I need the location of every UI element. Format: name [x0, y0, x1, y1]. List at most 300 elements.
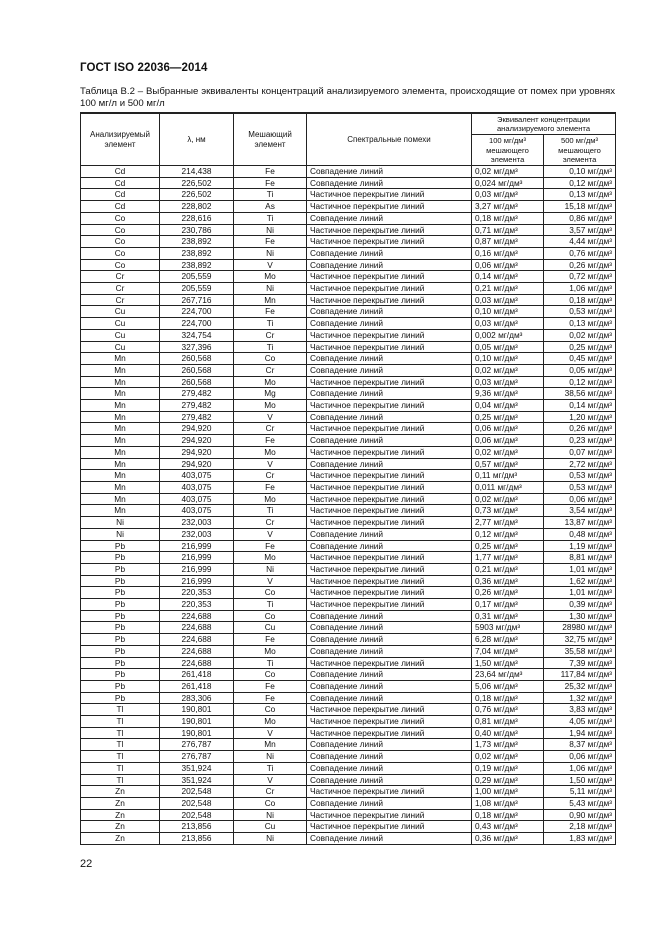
cell-wavelength: 224,688 [160, 622, 234, 634]
cell-element: Cr [81, 283, 160, 295]
cell-wavelength: 267,716 [160, 294, 234, 306]
cell-interference-type: Частичное перекрытие линий [307, 809, 472, 821]
cell-interference-type: Совпадение линий [307, 751, 472, 763]
cell-element: Tl [81, 704, 160, 716]
cell-interfering-element: Mo [234, 446, 307, 458]
cell-interfering-element: V [234, 774, 307, 786]
cell-wavelength: 279,482 [160, 388, 234, 400]
cell-wavelength: 403,075 [160, 470, 234, 482]
table-row [81, 821, 616, 833]
table-row [81, 435, 616, 447]
cell-interfering-element: Fe [234, 166, 307, 178]
cell-interfering-element: V [234, 528, 307, 540]
cell-interfering-element: Ti [234, 599, 307, 611]
cell-wavelength: 260,568 [160, 376, 234, 388]
cell-element: Pb [81, 645, 160, 657]
cell-element: Mn [81, 400, 160, 412]
table-container [80, 112, 615, 845]
cell-interference-type: Совпадение линий [307, 739, 472, 751]
cell-wavelength: 190,801 [160, 704, 234, 716]
cell-value-500: 1,06 мг/дм³ [544, 283, 616, 295]
cell-value-100: 0,12 мг/дм³ [472, 528, 544, 540]
cell-interference-type: Частичное перекрытие линий [307, 517, 472, 529]
cell-element: Co [81, 224, 160, 236]
cell-value-500: 1,30 мг/дм³ [544, 610, 616, 622]
cell-value-100: 0,19 мг/дм³ [472, 762, 544, 774]
cell-wavelength: 220,353 [160, 587, 234, 599]
cell-interfering-element: Mo [234, 271, 307, 283]
cell-element: Mn [81, 446, 160, 458]
cell-interfering-element: V [234, 259, 307, 271]
cell-value-100: 0,21 мг/дм³ [472, 563, 544, 575]
cell-value-100: 0,04 мг/дм³ [472, 400, 544, 412]
cell-element: Ni [81, 517, 160, 529]
cell-value-500: 0,13 мг/дм³ [544, 318, 616, 330]
table-row [81, 388, 616, 400]
cell-interfering-element: Mo [234, 552, 307, 564]
cell-value-500: 0,07 мг/дм³ [544, 446, 616, 458]
cell-value-500: 1,50 мг/дм³ [544, 774, 616, 786]
cell-interference-type: Частичное перекрытие линий [307, 189, 472, 201]
cell-value-100: 0,03 мг/дм³ [472, 294, 544, 306]
cell-interference-type: Частичное перекрытие линий [307, 470, 472, 482]
cell-value-500: 8,81 мг/дм³ [544, 552, 616, 564]
cell-wavelength: 226,502 [160, 189, 234, 201]
cell-interfering-element: Ni [234, 247, 307, 259]
cell-element: Mn [81, 364, 160, 376]
table-row [81, 236, 616, 248]
cell-value-500: 5,43 мг/дм³ [544, 797, 616, 809]
cell-value-500: 0,06 мг/дм³ [544, 493, 616, 505]
cell-value-100: 0,02 мг/дм³ [472, 751, 544, 763]
cell-value-500: 0,14 мг/дм³ [544, 400, 616, 412]
cell-value-500: 35,58 мг/дм³ [544, 645, 616, 657]
cell-value-500: 1,01 мг/дм³ [544, 563, 616, 575]
cell-interfering-element: Ti [234, 657, 307, 669]
cell-element: Zn [81, 821, 160, 833]
cell-value-100: 1,00 мг/дм³ [472, 786, 544, 798]
cell-wavelength: 279,482 [160, 411, 234, 423]
table-caption: Таблица B.2 – Выбранные эквиваленты концентраций анализируемого элемента, происходящие от помех при уровнях 100 мг/л и 500 мг/л [80, 86, 615, 109]
cell-value-500: 38,56 мг/дм³ [544, 388, 616, 400]
cell-wavelength: 220,353 [160, 599, 234, 611]
cell-value-100: 0,06 мг/дм³ [472, 435, 544, 447]
cell-interfering-element: Co [234, 704, 307, 716]
cell-value-500: 13,87 мг/дм³ [544, 517, 616, 529]
cell-element: Cu [81, 306, 160, 318]
table-row [81, 341, 616, 353]
cell-interference-type: Совпадение линий [307, 622, 472, 634]
cell-element: Co [81, 236, 160, 248]
cell-interfering-element: Fe [234, 236, 307, 248]
cell-value-500: 1,20 мг/дм³ [544, 411, 616, 423]
cell-wavelength: 213,856 [160, 821, 234, 833]
cell-wavelength: 224,688 [160, 645, 234, 657]
cell-interfering-element: Mn [234, 294, 307, 306]
cell-interfering-element: Mo [234, 400, 307, 412]
cell-interfering-element: Co [234, 587, 307, 599]
cell-element: Pb [81, 552, 160, 564]
cell-wavelength: 202,548 [160, 797, 234, 809]
cell-value-500: 3,54 мг/дм³ [544, 505, 616, 517]
cell-element: Pb [81, 540, 160, 552]
cell-value-500: 1,06 мг/дм³ [544, 762, 616, 774]
cell-wavelength: 351,924 [160, 762, 234, 774]
cell-interfering-element: As [234, 201, 307, 213]
cell-value-500: 0,12 мг/дм³ [544, 177, 616, 189]
cell-interfering-element: Fe [234, 634, 307, 646]
table-row [81, 259, 616, 271]
cell-value-500: 25,32 мг/дм³ [544, 680, 616, 692]
cell-interference-type: Совпадение линий [307, 680, 472, 692]
cell-wavelength: 294,920 [160, 423, 234, 435]
cell-interfering-element: Fe [234, 306, 307, 318]
cell-element: Pb [81, 622, 160, 634]
table-row [81, 669, 616, 681]
cell-interfering-element: Ni [234, 751, 307, 763]
cell-interfering-element: Ti [234, 341, 307, 353]
cell-value-100: 0,10 мг/дм³ [472, 306, 544, 318]
cell-value-100: 0,05 мг/дм³ [472, 341, 544, 353]
cell-value-100: 5,06 мг/дм³ [472, 680, 544, 692]
cell-value-500: 1,83 мг/дм³ [544, 833, 616, 845]
cell-wavelength: 260,568 [160, 353, 234, 365]
cell-interfering-element: Mo [234, 376, 307, 388]
header-spectral-interference: Спектральные помехи [307, 113, 472, 166]
cell-value-100: 1,77 мг/дм³ [472, 552, 544, 564]
cell-interference-type: Частичное перекрытие линий [307, 716, 472, 728]
cell-element: Pb [81, 563, 160, 575]
cell-element: Pb [81, 587, 160, 599]
cell-value-100: 0,011 мг/дм³ [472, 482, 544, 494]
cell-wavelength: 232,003 [160, 528, 234, 540]
cell-value-500: 0,72 мг/дм³ [544, 271, 616, 283]
cell-interfering-element: Ti [234, 212, 307, 224]
cell-value-100: 0,76 мг/дм³ [472, 704, 544, 716]
cell-value-500: 1,19 мг/дм³ [544, 540, 616, 552]
header-element: Анализируемый элемент [81, 113, 160, 166]
cell-wavelength: 276,787 [160, 751, 234, 763]
cell-wavelength: 327,396 [160, 341, 234, 353]
table-row [81, 587, 616, 599]
cell-element: Cd [81, 177, 160, 189]
table-row [81, 692, 616, 704]
cell-wavelength: 205,559 [160, 283, 234, 295]
cell-interference-type: Частичное перекрытие линий [307, 821, 472, 833]
cell-element: Tl [81, 716, 160, 728]
cell-element: Pb [81, 657, 160, 669]
cell-element: Pb [81, 634, 160, 646]
cell-interfering-element: Fe [234, 482, 307, 494]
cell-value-500: 4,05 мг/дм³ [544, 716, 616, 728]
cell-wavelength: 403,075 [160, 482, 234, 494]
header-100-mg: 100 мг/дм³ мешающего элемента [472, 135, 544, 166]
table-row [81, 833, 616, 845]
cell-interference-type: Совпадение линий [307, 166, 472, 178]
table-row [81, 306, 616, 318]
header-500-mg: 500 мг/дм³ мешающего элемента [544, 135, 616, 166]
cell-value-100: 0,02 мг/дм³ [472, 446, 544, 458]
header-interfering-element: Мешающий элемент [234, 113, 307, 166]
cell-value-500: 8,37 мг/дм³ [544, 739, 616, 751]
cell-value-100: 0,36 мг/дм³ [472, 575, 544, 587]
cell-interfering-element: Mn [234, 739, 307, 751]
table-row [81, 400, 616, 412]
cell-element: Cu [81, 329, 160, 341]
cell-value-500: 0,90 мг/дм³ [544, 809, 616, 821]
table-row [81, 423, 616, 435]
cell-element: Pb [81, 669, 160, 681]
table-row [81, 774, 616, 786]
cell-wavelength: 230,786 [160, 224, 234, 236]
cell-value-500: 0,06 мг/дм³ [544, 751, 616, 763]
cell-element: Cu [81, 341, 160, 353]
cell-interference-type: Совпадение линий [307, 212, 472, 224]
cell-element: Pb [81, 680, 160, 692]
cell-value-100: 0,16 мг/дм³ [472, 247, 544, 259]
cell-interference-type: Совпадение линий [307, 458, 472, 470]
cell-interfering-element: Ti [234, 762, 307, 774]
cell-value-100: 0,02 мг/дм³ [472, 166, 544, 178]
cell-value-500: 0,76 мг/дм³ [544, 247, 616, 259]
cell-wavelength: 294,920 [160, 446, 234, 458]
table-row [81, 599, 616, 611]
cell-element: Co [81, 212, 160, 224]
cell-element: Mn [81, 470, 160, 482]
cell-element: Co [81, 259, 160, 271]
cell-interference-type: Частичное перекрытие линий [307, 341, 472, 353]
cell-wavelength: 351,924 [160, 774, 234, 786]
table-row [81, 809, 616, 821]
cell-interference-type: Совпадение линий [307, 669, 472, 681]
cell-value-100: 0,36 мг/дм³ [472, 833, 544, 845]
cell-interfering-element: Cu [234, 622, 307, 634]
cell-wavelength: 213,856 [160, 833, 234, 845]
cell-value-100: 2,77 мг/дм³ [472, 517, 544, 529]
cell-interfering-element: V [234, 458, 307, 470]
cell-interference-type: Совпадение линий [307, 528, 472, 540]
cell-value-100: 0,06 мг/дм³ [472, 423, 544, 435]
cell-interfering-element: Ti [234, 318, 307, 330]
cell-element: Pb [81, 692, 160, 704]
cell-interfering-element: Fe [234, 680, 307, 692]
table-row [81, 563, 616, 575]
cell-wavelength: 224,700 [160, 318, 234, 330]
cell-value-100: 0,024 мг/дм³ [472, 177, 544, 189]
table-row [81, 166, 616, 178]
cell-interference-type: Совпадение линий [307, 540, 472, 552]
table-row [81, 797, 616, 809]
table-row [81, 458, 616, 470]
cell-interfering-element: Ni [234, 563, 307, 575]
table-row [81, 482, 616, 494]
cell-value-100: 3,27 мг/дм³ [472, 201, 544, 213]
table-body [81, 166, 616, 845]
cell-interfering-element: Co [234, 669, 307, 681]
cell-interference-type: Частичное перекрытие линий [307, 563, 472, 575]
cell-value-100: 0,17 мг/дм³ [472, 599, 544, 611]
cell-wavelength: 238,892 [160, 259, 234, 271]
table-row [81, 762, 616, 774]
cell-value-100: 0,31 мг/дм³ [472, 610, 544, 622]
table-row [81, 493, 616, 505]
cell-wavelength: 214,438 [160, 166, 234, 178]
cell-wavelength: 202,548 [160, 786, 234, 798]
table-row [81, 329, 616, 341]
cell-value-100: 0,26 мг/дм³ [472, 587, 544, 599]
cell-element: Zn [81, 786, 160, 798]
table-row [81, 634, 616, 646]
cell-value-500: 2,72 мг/дм³ [544, 458, 616, 470]
cell-value-500: 0,26 мг/дм³ [544, 423, 616, 435]
cell-wavelength: 238,892 [160, 236, 234, 248]
cell-interference-type: Совпадение линий [307, 797, 472, 809]
cell-value-100: 0,25 мг/дм³ [472, 411, 544, 423]
cell-value-100: 0,29 мг/дм³ [472, 774, 544, 786]
cell-value-500: 0,53 мг/дм³ [544, 482, 616, 494]
cell-wavelength: 224,688 [160, 634, 234, 646]
table-row [81, 727, 616, 739]
table-row [81, 657, 616, 669]
cell-value-100: 0,14 мг/дм³ [472, 271, 544, 283]
cell-wavelength: 283,306 [160, 692, 234, 704]
cell-value-500: 15,18 мг/дм³ [544, 201, 616, 213]
cell-value-100: 0,03 мг/дм³ [472, 318, 544, 330]
table-row [81, 528, 616, 540]
cell-interfering-element: V [234, 575, 307, 587]
table-row [81, 446, 616, 458]
cell-interfering-element: Ni [234, 283, 307, 295]
cell-value-100: 23,64 мг/дм³ [472, 669, 544, 681]
cell-wavelength: 228,802 [160, 201, 234, 213]
table-row [81, 364, 616, 376]
cell-value-500: 2,18 мг/дм³ [544, 821, 616, 833]
cell-value-500: 32,75 мг/дм³ [544, 634, 616, 646]
cell-value-100: 0,02 мг/дм³ [472, 364, 544, 376]
cell-interference-type: Частичное перекрытие линий [307, 599, 472, 611]
cell-element: Mn [81, 482, 160, 494]
cell-value-100: 0,18 мг/дм³ [472, 692, 544, 704]
cell-value-500: 0,26 мг/дм³ [544, 259, 616, 271]
table-row [81, 552, 616, 564]
cell-element: Tl [81, 762, 160, 774]
cell-interference-type: Совпадение линий [307, 774, 472, 786]
cell-interfering-element: Ni [234, 224, 307, 236]
cell-interference-type: Частичное перекрытие линий [307, 329, 472, 341]
cell-wavelength: 216,999 [160, 575, 234, 587]
cell-interfering-element: Mg [234, 388, 307, 400]
cell-value-500: 0,53 мг/дм³ [544, 470, 616, 482]
cell-interference-type: Совпадение линий [307, 610, 472, 622]
cell-interference-type: Частичное перекрытие линий [307, 505, 472, 517]
cell-interfering-element: Cr [234, 786, 307, 798]
cell-element: Zn [81, 833, 160, 845]
cell-value-500: 1,94 мг/дм³ [544, 727, 616, 739]
cell-value-100: 1,08 мг/дм³ [472, 797, 544, 809]
table-row [81, 212, 616, 224]
cell-interference-type: Совпадение линий [307, 353, 472, 365]
cell-element: Cd [81, 189, 160, 201]
header-wavelength: λ, нм [160, 113, 234, 166]
cell-interference-type: Частичное перекрытие линий [307, 271, 472, 283]
cell-wavelength: 190,801 [160, 727, 234, 739]
cell-value-100: 0,73 мг/дм³ [472, 505, 544, 517]
cell-element: Zn [81, 809, 160, 821]
cell-element: Tl [81, 739, 160, 751]
cell-value-100: 0,10 мг/дм³ [472, 353, 544, 365]
cell-interference-type: Частичное перекрытие линий [307, 552, 472, 564]
cell-value-100: 0,40 мг/дм³ [472, 727, 544, 739]
cell-value-500: 117,84 мг/дм³ [544, 669, 616, 681]
cell-element: Pb [81, 599, 160, 611]
cell-interfering-element: Fe [234, 692, 307, 704]
cell-element: Mn [81, 388, 160, 400]
cell-value-100: 0,18 мг/дм³ [472, 809, 544, 821]
cell-interfering-element: Ti [234, 189, 307, 201]
cell-wavelength: 190,801 [160, 716, 234, 728]
table-row [81, 517, 616, 529]
cell-interference-type: Частичное перекрытие линий [307, 423, 472, 435]
cell-interference-type: Совпадение линий [307, 833, 472, 845]
cell-interference-type: Частичное перекрытие линий [307, 704, 472, 716]
cell-interference-type: Совпадение линий [307, 762, 472, 774]
cell-value-100: 0,57 мг/дм³ [472, 458, 544, 470]
cell-value-500: 0,02 мг/дм³ [544, 329, 616, 341]
cell-value-500: 28980 мг/дм³ [544, 622, 616, 634]
table-row [81, 376, 616, 388]
cell-value-100: 1,73 мг/дм³ [472, 739, 544, 751]
cell-value-500: 0,10 мг/дм³ [544, 166, 616, 178]
table-row [81, 739, 616, 751]
cell-element: Mn [81, 435, 160, 447]
table-row [81, 189, 616, 201]
cell-interfering-element: Co [234, 797, 307, 809]
cell-value-100: 0,71 мг/дм³ [472, 224, 544, 236]
cell-interfering-element: V [234, 411, 307, 423]
cell-value-100: 0,21 мг/дм³ [472, 283, 544, 295]
cell-interfering-element: Cr [234, 470, 307, 482]
cell-value-500: 0,13 мг/дм³ [544, 189, 616, 201]
cell-interference-type: Совпадение линий [307, 692, 472, 704]
cell-interfering-element: Cr [234, 364, 307, 376]
cell-wavelength: 276,787 [160, 739, 234, 751]
cell-value-500: 0,39 мг/дм³ [544, 599, 616, 611]
cell-element: Mn [81, 376, 160, 388]
cell-interference-type: Частичное перекрытие линий [307, 400, 472, 412]
cell-element: Mn [81, 353, 160, 365]
cell-wavelength: 202,548 [160, 809, 234, 821]
cell-value-500: 0,53 мг/дм³ [544, 306, 616, 318]
cell-wavelength: 224,688 [160, 657, 234, 669]
table-row [81, 294, 616, 306]
cell-value-100: 5903 мг/дм³ [472, 622, 544, 634]
cell-interference-type: Совпадение линий [307, 177, 472, 189]
cell-element: Tl [81, 751, 160, 763]
cell-value-100: 0,87 мг/дм³ [472, 236, 544, 248]
cell-wavelength: 224,700 [160, 306, 234, 318]
cell-wavelength: 261,418 [160, 669, 234, 681]
cell-value-100: 0,02 мг/дм³ [472, 493, 544, 505]
cell-wavelength: 260,568 [160, 364, 234, 376]
table-row [81, 470, 616, 482]
cell-wavelength: 238,892 [160, 247, 234, 259]
cell-value-100: 0,03 мг/дм³ [472, 189, 544, 201]
cell-value-100: 0,43 мг/дм³ [472, 821, 544, 833]
table-row [81, 716, 616, 728]
cell-element: Pb [81, 610, 160, 622]
cell-interference-type: Частичное перекрытие линий [307, 575, 472, 587]
cell-interfering-element: Ni [234, 809, 307, 821]
